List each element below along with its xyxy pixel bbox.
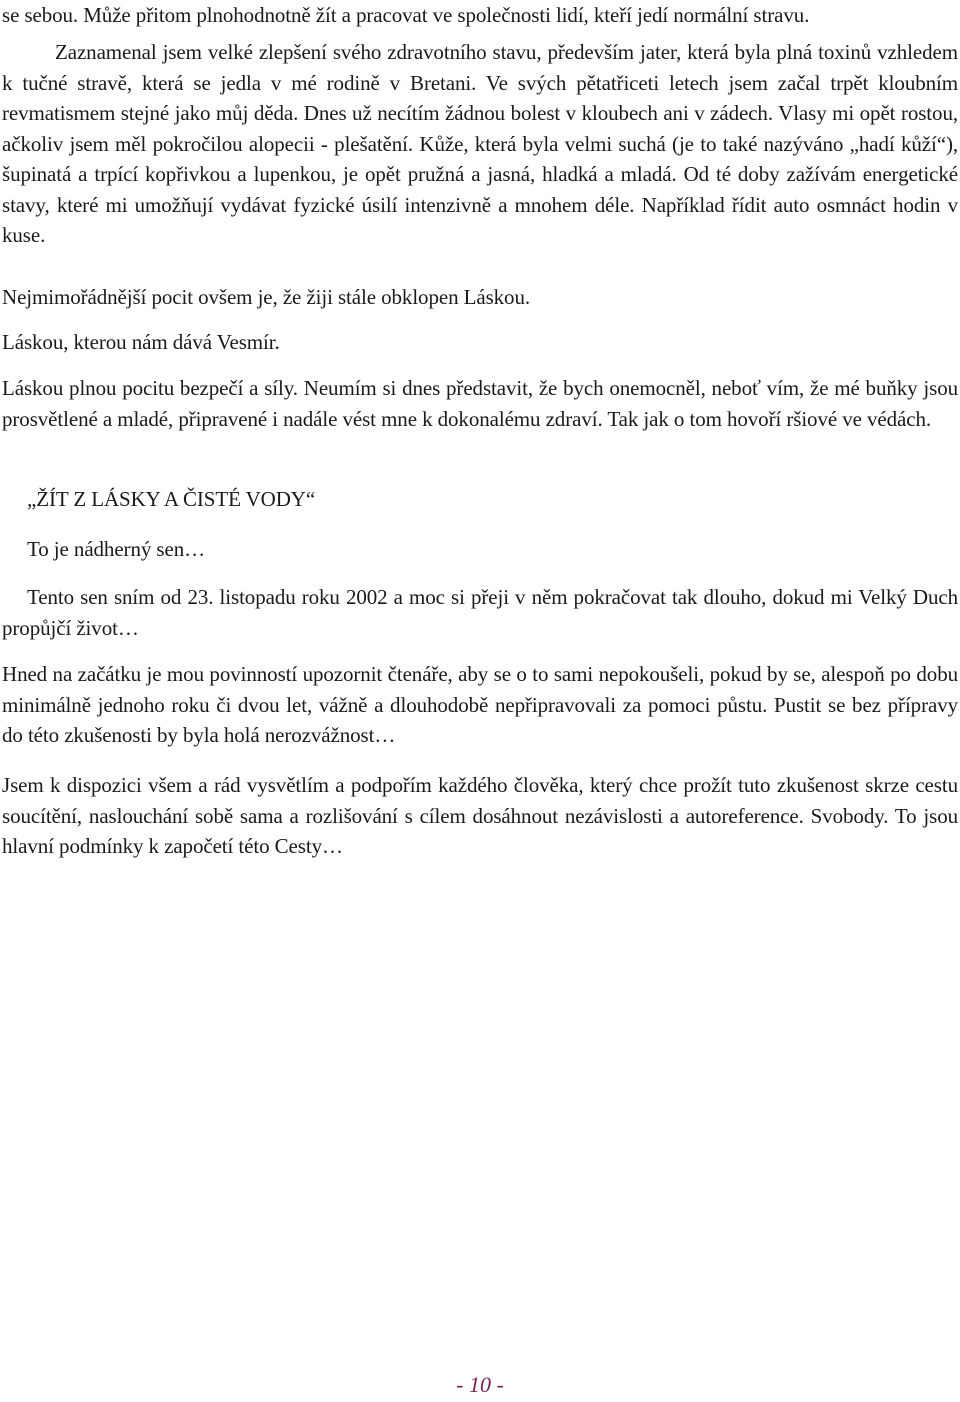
paragraph-availability: Jsem k dispozici všem a rád vysvětlím a podpořím každého člověka, který chce prožít tuto zkušenost skrze cestu soucítění, naslouchání sobě sama a rozlišování s cílem dosáhnout nezávislosti a autoreference. Svobody. To jsou hlavní podmínky k započetí této Cesty…: [2, 773, 958, 858]
paragraph-dream-date: Tento sen sním od 23. listopadu roku 2002 a moc si přeji v něm pokračovat tak dlouho, dokud mi Velký Duch propůjčí život…: [2, 585, 958, 640]
paragraph-continuation: se sebou. Může přitom plnohodnotně žít a pracovat ve společnosti lidí, kteří jedí normální stravu.: [2, 3, 810, 27]
page-number: - 10 -: [456, 1372, 504, 1397]
paragraph-health-improvement: Zaznamenal jsem velké zlepšení svého zdravotního stavu, především jater, která byla plná toxinů vzhledem k tučné stravě, která se jedla v mé rodině v Bretani. Ve svých pětatřiceti letech jsem začal trpět kloubním revmatismem stejné jako můj děda. Dnes už necítím žádnou bolest v kloubech ani v zádech. Vlasy mi opět rostou, ačkoliv jsem měl pokročilou alopecii - plešatění. Kůže, která byla velmi suchá (je to také nazýváno „hadí kůží“), šupinatá a trpící kopřivkou a lupenkou, je opět pružná a jasná, hladká a mladá. Od té doby zažívám energetické stavy, které mi umožňují vydávat fyzické úsilí intenzivně a mnohem déle. Například řídit auto osmnáct hodin v kuse.: [2, 40, 958, 247]
paragraph-love-safety: Láskou plnou pocitu bezpečí a síly. Neumím si dnes představit, že bych onemocněl, neboť vím, že mé buňky jsou prosvětlené a mladé, připravené i nadále vést mne k dokonalému zdraví. Tak jak o tom hovoří ršiové ve védách.: [2, 376, 958, 431]
paragraph-dream: To je nádherný sen…: [27, 537, 205, 561]
heading-motto: „ŽÍT Z LÁSKY A ČISTÉ VODY“: [27, 487, 316, 511]
paragraph-warning: Hned na začátku je mou povinností upozornit čtenáře, aby se o to sami nepokoušeli, pokud by se, alespoň po dobu minimálně jednoho roku či dvou let, vážně a dlouhodobě nepřipravovali za pomoci půstu. Pustit se bez přípravy do této zkušenosti by byla holá nerozvážnost…: [2, 662, 958, 747]
paragraph-love-universe: Láskou, kterou nám dává Vesmír.: [2, 330, 280, 354]
paragraph-love-feeling: Nejmimořádnější pocit ovšem je, že žiji stále obklopen Láskou.: [2, 285, 530, 309]
